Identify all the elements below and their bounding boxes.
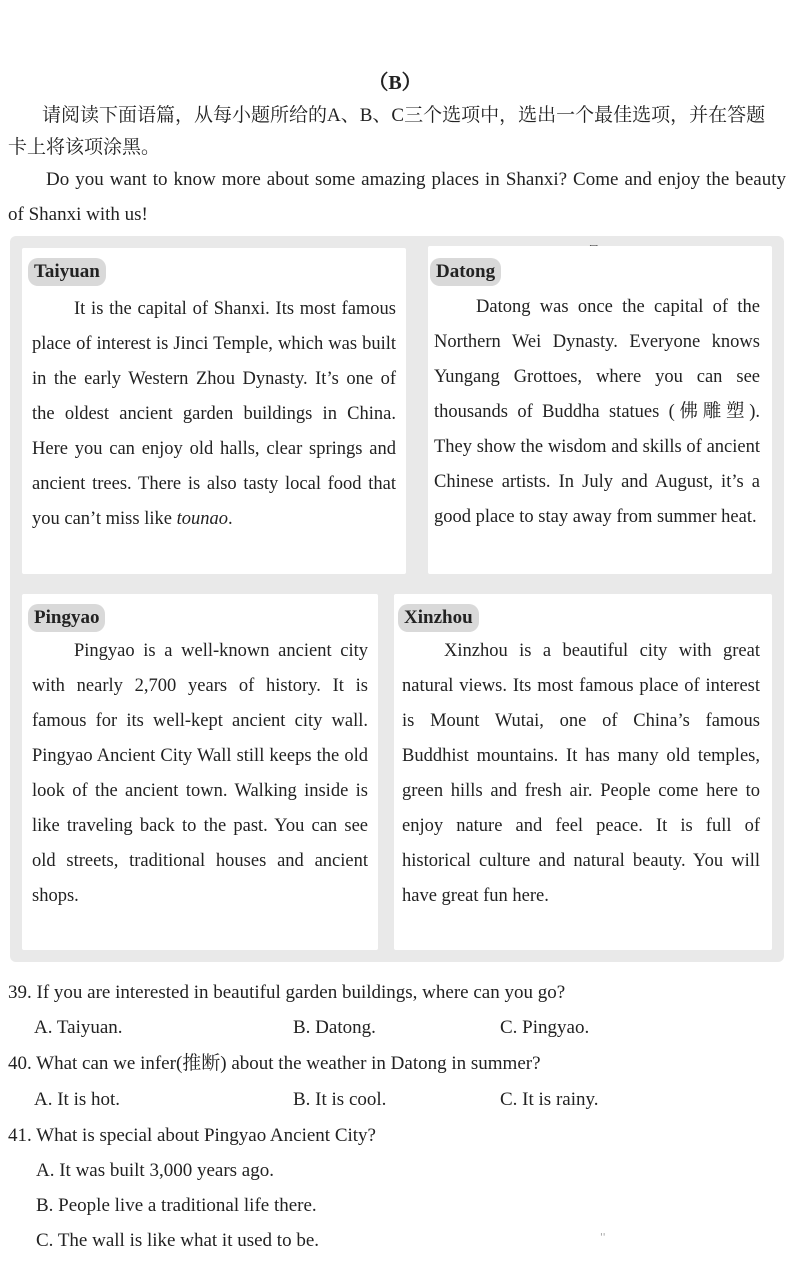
question-41-option-c: C. The wall is like what it used to be. bbox=[36, 1230, 320, 1251]
intro-paragraph: Do you want to know more about some amazing places in Shanxi? Come and enjoy the beauty of Shanxi with us! bbox=[8, 169, 786, 225]
card-title-taiyuan: Taiyuan bbox=[28, 258, 106, 286]
card-title-pingyao: Pingyao bbox=[28, 604, 105, 632]
instructions: 请阅读下面语篇，从每小题所给的A、B、C三个选项中，选出一个最佳选项，并在答题卡上将该项涂黑。 bbox=[8, 105, 766, 158]
card-xinzhou bbox=[394, 594, 772, 950]
card-title-xinzhou: Xinzhou bbox=[398, 604, 479, 632]
card-title-datong: Datong bbox=[430, 258, 501, 286]
question-40-option-b: B. It is cool. bbox=[293, 1089, 387, 1110]
question-39-stem: 39. If you are interested in beautiful garden buildings, where can you go? bbox=[8, 982, 566, 1003]
card-body-taiyuan-end: . bbox=[227, 509, 233, 529]
card-body-xinzhou: Xinzhou is a beautiful city with great natural views. Its most famous place of interest is Mount Wutai, one of China’s famous Buddhist mountains. It has many old temples, green hills and fresh air. People come here to enjoy nature and feel peace. It is full of historical culture and natural beauty. You will have great fun here. bbox=[402, 641, 760, 906]
question-39-option-b: B. Datong. bbox=[293, 1017, 376, 1038]
card-body-taiyuan bbox=[32, 292, 396, 537]
card-body-datong: Datong was once the capital of the Northern Wei Dynasty. Everyone knows Yungang Grottoes, where you can see thousands of Buddha statues (佛雕塑). They show the wisdom and skills of ancient Chinese artists. In July and August, it’s a good place to stay away from summer heat. bbox=[434, 297, 760, 527]
section-label: （B） bbox=[368, 72, 422, 94]
card-datong bbox=[428, 246, 772, 574]
question-39-option-c: C. Pingyao. bbox=[500, 1017, 590, 1038]
card-body-taiyuan-text: It is the capital of Shanxi. Its most famous place of interest is Jinci Temple, which was built in the early Western Zhou Dynasty. It’s one of the oldest ancient garden buildings in China. Here you can enjoy old halls, clear springs and ancient trees. There is also tasty local food that you can’t miss like bbox=[32, 299, 396, 529]
question-41-stem: 41. What is special about Pingyao Ancient City? bbox=[8, 1125, 376, 1146]
question-40-option-c: C. It is rainy. bbox=[500, 1089, 599, 1110]
question-39-option-a: A. Taiyuan. bbox=[34, 1017, 123, 1038]
question-40-stem: 40. What can we infer(推断) about the weather in Datong in summer? bbox=[8, 1053, 541, 1074]
card-body-pingyao: Pingyao is a well-known ancient city with nearly 2,700 years of history. It is famous for its well-kept ancient city wall. Pingyao Ancient City Wall still keeps the old look of the ancient town. Walking inside is like traveling back to the past. You can see old streets, traditional houses and ancient shops. bbox=[32, 641, 368, 906]
question-40-option-a: A. It is hot. bbox=[34, 1089, 121, 1110]
question-41-option-a: A. It was built 3,000 years ago. bbox=[36, 1160, 274, 1181]
card-body-taiyuan-italic: tounao bbox=[176, 509, 228, 529]
card-taiyuan bbox=[22, 248, 406, 574]
card-pingyao bbox=[22, 594, 378, 950]
question-41-option-b: B. People live a traditional life there. bbox=[36, 1195, 317, 1216]
page-mark: '' bbox=[600, 1232, 606, 1243]
